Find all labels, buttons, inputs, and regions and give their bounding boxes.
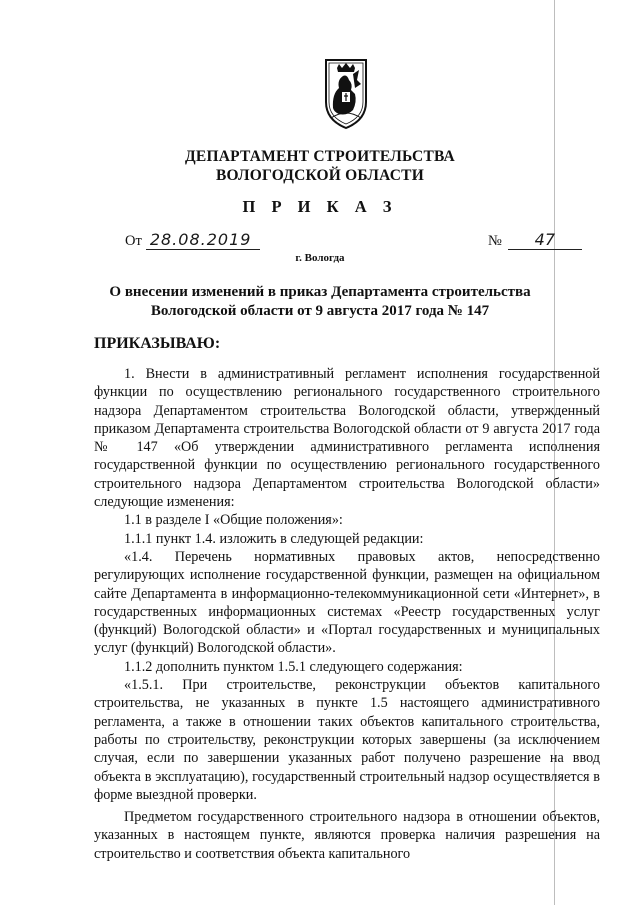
department-name-line2: ВОЛОГОДСКОЙ ОБЛАСТИ <box>216 167 424 184</box>
handwritten-number: 47 <box>508 230 582 250</box>
order-heading: ПРИКАЗЫВАЮ: <box>94 335 221 352</box>
paragraph-1-1-1: 1.1.1 пункт 1.4. изложить в следующей редакции: <box>124 530 424 547</box>
department-name-line1: ДЕПАРТАМЕНТ СТРОИТЕЛЬСТВА <box>185 148 455 165</box>
number-row <box>488 230 582 250</box>
document-body <box>94 365 600 863</box>
paragraph-1-1: 1.1 в разделе I «Общие положения»: <box>124 512 343 529</box>
city-label: г. Вологда <box>295 252 345 264</box>
number-prefix: № <box>488 233 502 249</box>
paragraph-1: 1. Внести в административный регламент исполнения государственной функции по осуществлению регионального государственного строительного надзора Департаментом строительства Вологодской области, утвержденный приказом Департамента строительства Вологодской области от 9 августа 2017 года № 147 «Об утверждении административного регламента исполнения государственной функции по осуществлению регионального государственного строительного надзора Департаментом строительства Вологодской области» следующие изменения: <box>94 366 600 511</box>
paragraph-subject-of-supervision: Предметом государственного строительного надзора в отношении объектов, указанных в настоящем пункте, являются проверка наличия разрешения на строительство и соответствия объекта капитального <box>94 809 600 862</box>
paragraph-1-4-text: «1.4. Перечень нормативных правовых актов, непосредственно регулирующих исполнение государственной функции, размещен на официальном сайте Департамента в информационно-телекоммуникационной сети «Интернет», в государственных информационных системах «Реестр государственных услуг (функций) Вологодской области» и «Портал государственных и муниципальных услуг (функций) Вологодской области». <box>94 548 600 657</box>
subject-line1: О внесении изменений в приказ Департамента строительства <box>109 284 531 300</box>
document-type-title: П Р И К А З <box>242 197 398 216</box>
paragraph-1-1-2: 1.1.2 дополнить пунктом 1.5.1 следующего содержания: <box>124 658 463 675</box>
date-row <box>125 230 260 250</box>
handwritten-date: 28.08.2019 <box>146 230 260 250</box>
coat-of-arms-emblem <box>323 58 369 130</box>
date-prefix: От <box>125 233 142 249</box>
paragraph-1-5-1-text: «1.5.1. При строительстве, реконструкции объектов капитального строительства, не указанных в пункте 1.5 настоящего административного регламента, а также в отношении таких объектов капитального строительства, работы по строительству, реконструкции которых завершены (за исключением случая, если по завершении указанных работ получено разрешение на ввод объекта в эксплуатацию), государственный строительный надзор осуществляется в форме выездной проверки. <box>94 677 600 803</box>
subject-line2: Вологодской области от 9 августа 2017 года № 147 <box>150 303 490 319</box>
